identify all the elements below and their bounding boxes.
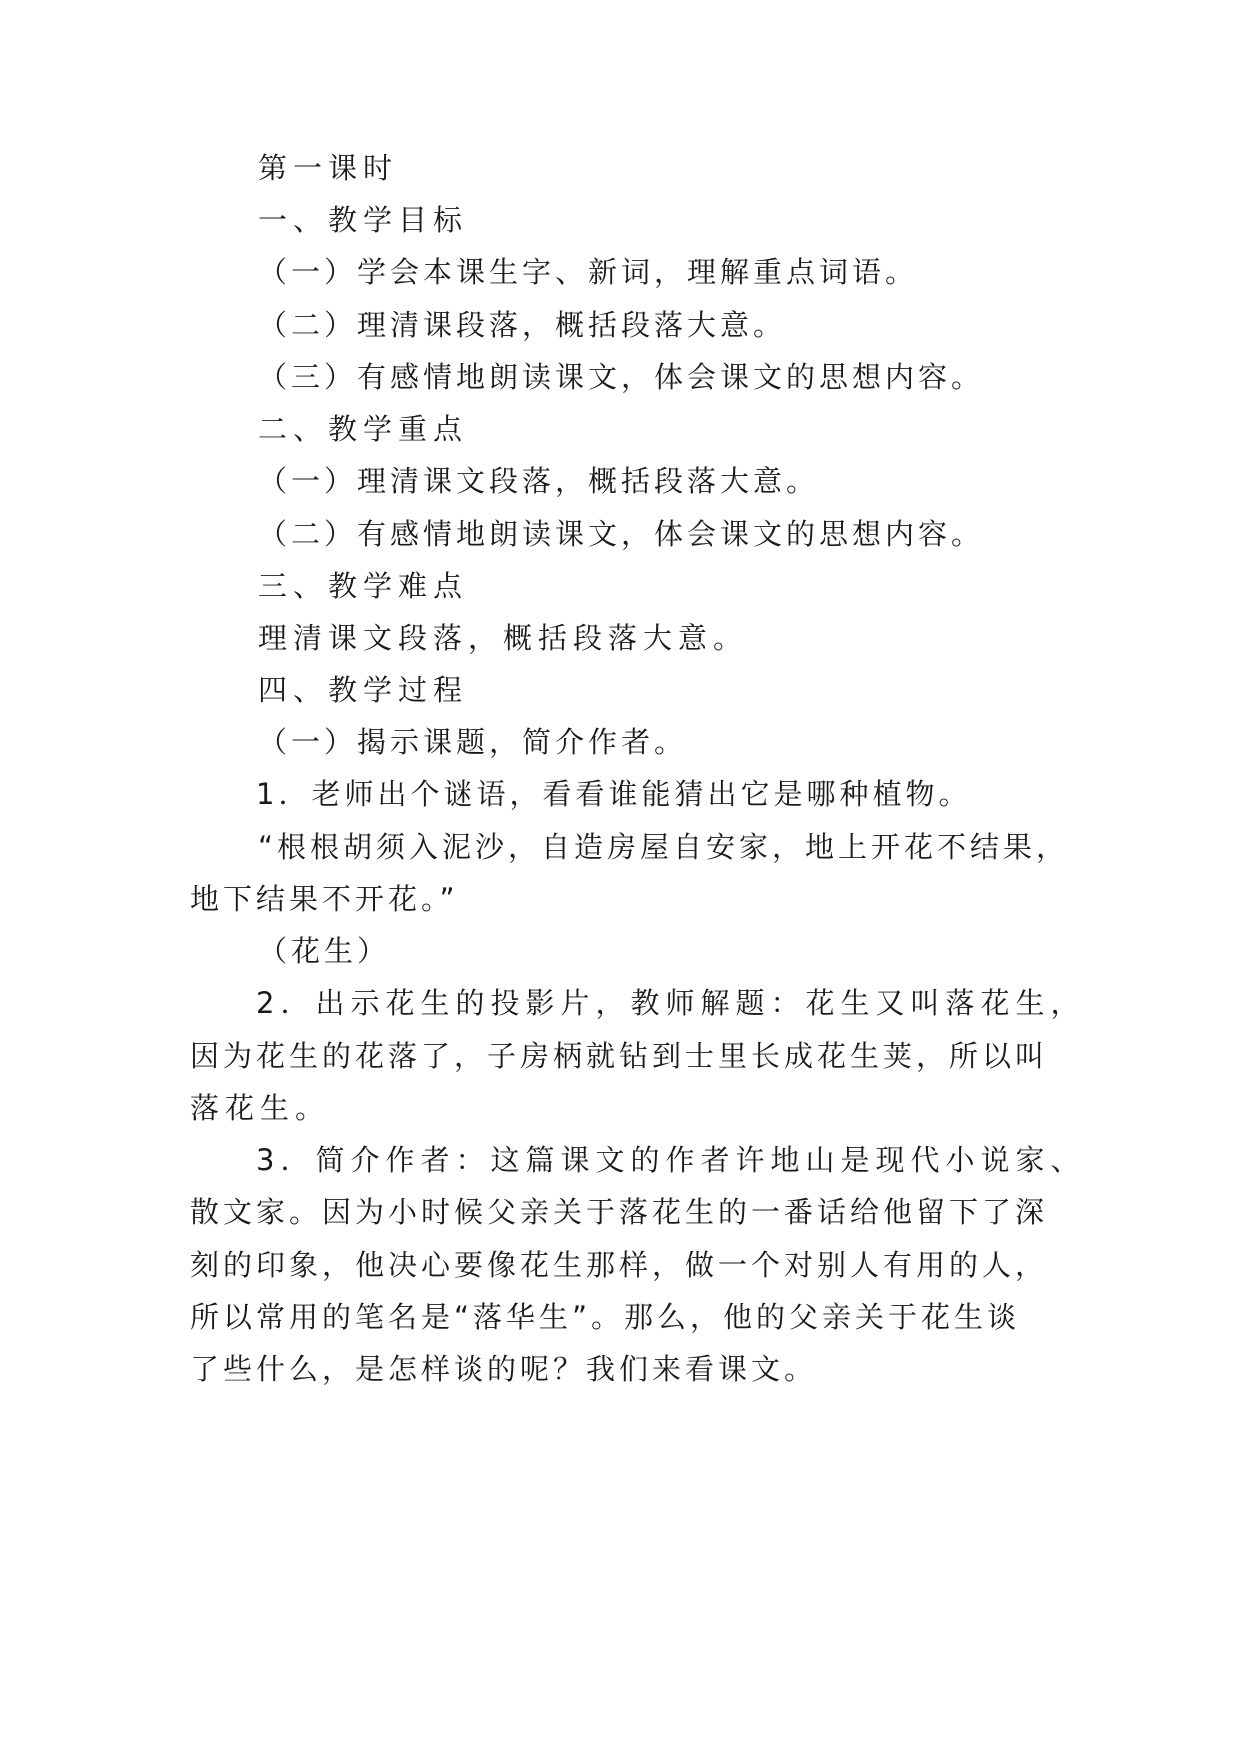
section-heading-process: 四、教学过程 (258, 673, 469, 707)
process-step-2-cont: 落花生。 (190, 1091, 331, 1125)
process-step-3: 3．简介作者：这篇课文的作者许地山是现代小说家、 (256, 1143, 1086, 1177)
section-heading-difficulties: 三、教学难点 (258, 569, 469, 603)
process-step-2: 2．出示花生的投影片，教师解题：花生又叫落花生， (256, 986, 1086, 1020)
process-step-1: 1．老师出个谜语，看看谁能猜出它是哪种植物。 (256, 777, 972, 811)
riddle-answer: （花生） (258, 934, 391, 968)
process-step-3-cont: 刻的印象，他决心要像花生那样，做一个对别人有用的人， (190, 1248, 1049, 1282)
process-step-3-cont: 所以常用的笔名是“落华生”。那么，他的父亲关于花生谈 (190, 1300, 1021, 1334)
lesson-title: 第一课时 (258, 151, 399, 185)
riddle-line: 地下结果不开花。” (190, 882, 459, 916)
objective-item: （三）有感情地朗读课文，体会课文的思想内容。 (258, 360, 985, 394)
riddle-line: “根根胡须入泥沙，自造房屋自安家，地上开花不结果， (258, 830, 1070, 864)
key-point-item: （一）理清课文段落，概括段落大意。 (258, 464, 820, 498)
objective-item: （二）理清课段落，概括段落大意。 (258, 308, 787, 342)
section-heading-key-points: 二、教学重点 (258, 412, 469, 446)
process-step-2-cont: 因为花生的花落了，子房柄就钻到士里长成花生荚，所以叫 (190, 1039, 1049, 1073)
section-heading-objectives: 一、教学目标 (258, 203, 469, 237)
process-subheading: （一）揭示课题，简介作者。 (258, 725, 688, 759)
difficulty-text: 理清课文段落，概括段落大意。 (258, 621, 749, 655)
objective-item: （一）学会本课生字、新词，理解重点词语。 (258, 255, 919, 289)
process-step-3-cont: 了些什么，是怎样谈的呢？我们来看课文。 (190, 1352, 818, 1386)
key-point-item: （二）有感情地朗读课文，体会课文的思想内容。 (258, 517, 985, 551)
process-step-3-cont: 散文家。因为小时候父亲关于落花生的一番话给他留下了深 (190, 1195, 1049, 1229)
